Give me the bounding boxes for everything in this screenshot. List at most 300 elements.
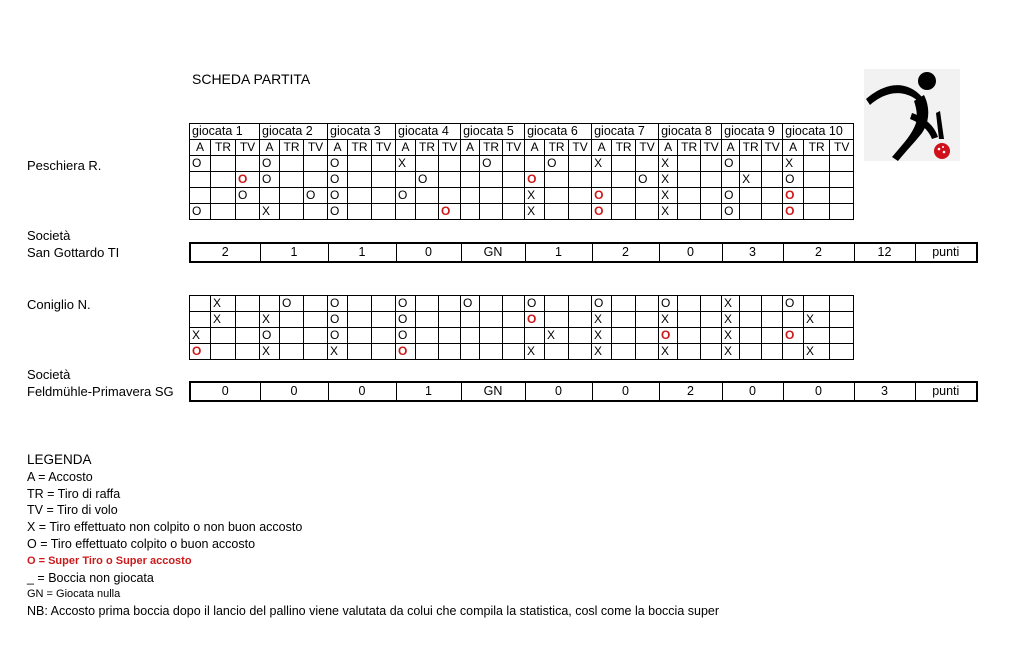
shot-cell: O bbox=[783, 296, 804, 312]
legend-title: LEGENDA bbox=[27, 452, 92, 467]
shot-cell: O bbox=[722, 204, 740, 220]
shot-cell: O bbox=[260, 156, 280, 172]
shot-cell bbox=[348, 188, 372, 204]
score-grid-team-2 bbox=[189, 295, 854, 360]
shot-cell bbox=[569, 312, 592, 328]
player-name-1: Peschiera R. bbox=[27, 158, 102, 173]
shot-cell bbox=[678, 296, 701, 312]
shot-cell: X bbox=[659, 188, 678, 204]
shot-cell bbox=[236, 312, 260, 328]
shot-cell bbox=[740, 328, 762, 344]
shot-cell bbox=[416, 188, 439, 204]
shot-type-header: TV bbox=[569, 140, 592, 156]
player-name-2: Coniglio N. bbox=[27, 297, 91, 312]
shot-cell: X bbox=[260, 204, 280, 220]
shot-type-header: TR bbox=[678, 140, 701, 156]
shot-cell bbox=[503, 188, 525, 204]
score-cell: 12 bbox=[854, 243, 915, 262]
shot-cell: O bbox=[480, 156, 503, 172]
bocce-player-logo bbox=[864, 69, 960, 161]
shot-cell: O bbox=[416, 172, 439, 188]
shot-cell: O bbox=[722, 156, 740, 172]
shot-cell bbox=[280, 172, 304, 188]
table-row bbox=[190, 312, 854, 328]
shot-cell bbox=[804, 156, 830, 172]
shot-cell bbox=[190, 188, 211, 204]
legend-boccia: _ = Boccia non giocata bbox=[27, 570, 154, 585]
shot-cell bbox=[480, 172, 503, 188]
shot-cell bbox=[372, 328, 396, 344]
shot-type-header: TV bbox=[636, 140, 659, 156]
shot-cell bbox=[830, 188, 854, 204]
shot-type-header: TV bbox=[236, 140, 260, 156]
shot-cell bbox=[503, 328, 525, 344]
table-row bbox=[190, 172, 854, 188]
shot-cell bbox=[236, 204, 260, 220]
shot-type-header: TV bbox=[304, 140, 328, 156]
giocata-header: giocata 10 bbox=[783, 124, 854, 140]
legend bbox=[27, 452, 719, 620]
shot-cell: X bbox=[722, 312, 740, 328]
shot-type-header: TR bbox=[612, 140, 636, 156]
shot-cell bbox=[783, 312, 804, 328]
shot-cell bbox=[740, 188, 762, 204]
shot-cell bbox=[416, 344, 439, 360]
shot-cell bbox=[612, 328, 636, 344]
shot-cell: O bbox=[328, 296, 348, 312]
giocata-header: giocata 5 bbox=[461, 124, 525, 140]
shot-cell bbox=[439, 312, 461, 328]
shot-cell bbox=[783, 344, 804, 360]
shot-cell bbox=[439, 328, 461, 344]
shot-cell bbox=[612, 312, 636, 328]
shot-cell bbox=[304, 312, 328, 328]
score-cell: 0 bbox=[260, 382, 328, 401]
shot-cell bbox=[636, 188, 659, 204]
shot-cell: X bbox=[260, 344, 280, 360]
shot-cell: O bbox=[260, 172, 280, 188]
shot-cell bbox=[236, 296, 260, 312]
shot-type-header: TV bbox=[830, 140, 854, 156]
shot-cell bbox=[211, 328, 236, 344]
shot-cell bbox=[503, 156, 525, 172]
shot-cell: O bbox=[659, 328, 678, 344]
shot-cell: O bbox=[525, 312, 545, 328]
score-cell: punti bbox=[915, 382, 977, 401]
shot-cell: O bbox=[328, 312, 348, 328]
shot-cell bbox=[372, 344, 396, 360]
shot-cell: O bbox=[525, 296, 545, 312]
shot-cell bbox=[678, 328, 701, 344]
shot-cell bbox=[545, 344, 569, 360]
shot-type-header: TV bbox=[372, 140, 396, 156]
shot-cell bbox=[480, 204, 503, 220]
shot-cell bbox=[830, 312, 854, 328]
giocata-header: giocata 2 bbox=[260, 124, 328, 140]
shot-type-header: TV bbox=[762, 140, 783, 156]
shot-cell: X bbox=[592, 312, 612, 328]
shot-type-header: TR bbox=[480, 140, 503, 156]
shot-cell bbox=[211, 156, 236, 172]
shot-cell bbox=[416, 156, 439, 172]
giocata-header: giocata 9 bbox=[722, 124, 783, 140]
shot-type-header: A bbox=[328, 140, 348, 156]
shot-cell bbox=[348, 204, 372, 220]
shot-cell bbox=[416, 312, 439, 328]
shot-cell bbox=[525, 156, 545, 172]
shot-cell bbox=[461, 344, 480, 360]
score-cell: 0 bbox=[659, 243, 722, 262]
score-cell: 2 bbox=[659, 382, 722, 401]
shot-cell: X bbox=[525, 344, 545, 360]
table-row bbox=[190, 204, 854, 220]
shot-cell bbox=[804, 204, 830, 220]
shot-cell bbox=[348, 328, 372, 344]
shot-cell bbox=[569, 172, 592, 188]
shot-cell bbox=[461, 156, 480, 172]
shot-cell bbox=[592, 172, 612, 188]
shot-cell: X bbox=[260, 312, 280, 328]
shot-cell: O bbox=[236, 188, 260, 204]
shot-cell: O bbox=[328, 328, 348, 344]
shot-cell bbox=[701, 312, 722, 328]
shot-cell bbox=[762, 312, 783, 328]
shot-cell: O bbox=[461, 296, 480, 312]
score-cell: 2 bbox=[592, 243, 659, 262]
shot-cell bbox=[569, 188, 592, 204]
shot-cell bbox=[211, 344, 236, 360]
shot-cell bbox=[569, 204, 592, 220]
table-row bbox=[190, 328, 854, 344]
shot-cell bbox=[762, 296, 783, 312]
score-cell: 0 bbox=[328, 382, 396, 401]
shot-cell bbox=[211, 172, 236, 188]
shot-cell: X bbox=[722, 296, 740, 312]
shot-type-header: A bbox=[783, 140, 804, 156]
shot-cell bbox=[416, 296, 439, 312]
giocata-header: giocata 4 bbox=[396, 124, 461, 140]
shot-cell bbox=[348, 296, 372, 312]
shot-cell bbox=[480, 344, 503, 360]
shot-cell bbox=[480, 312, 503, 328]
page-title: SCHEDA PARTITA bbox=[192, 71, 311, 87]
shot-cell bbox=[569, 156, 592, 172]
shot-cell: X bbox=[592, 328, 612, 344]
societa-label-2: Società bbox=[27, 367, 71, 382]
shot-cell bbox=[416, 328, 439, 344]
shot-cell bbox=[372, 312, 396, 328]
shot-cell: X bbox=[659, 172, 678, 188]
shot-cell bbox=[804, 296, 830, 312]
shot-cell bbox=[190, 172, 211, 188]
societa-label-1: Società bbox=[27, 228, 71, 243]
shot-cell: O bbox=[783, 188, 804, 204]
shot-type-header: TR bbox=[280, 140, 304, 156]
shot-cell bbox=[740, 296, 762, 312]
shot-cell bbox=[612, 188, 636, 204]
points-row-team-1 bbox=[189, 242, 978, 263]
shot-cell bbox=[503, 344, 525, 360]
shot-cell bbox=[236, 156, 260, 172]
shot-cell bbox=[636, 204, 659, 220]
shot-cell: O bbox=[545, 156, 569, 172]
shot-cell bbox=[372, 156, 396, 172]
shot-type-header: A bbox=[722, 140, 740, 156]
legend-super: O = Super Tiro o Super accosto bbox=[27, 554, 192, 567]
shot-cell bbox=[280, 156, 304, 172]
shot-cell bbox=[636, 312, 659, 328]
shot-cell: X bbox=[211, 296, 236, 312]
shot-cell bbox=[304, 328, 328, 344]
shot-cell bbox=[236, 328, 260, 344]
legend-line: X = Tiro effettuato non colpito o non buon accosto bbox=[27, 520, 303, 535]
points-row-team-2 bbox=[189, 381, 978, 402]
shot-cell bbox=[612, 296, 636, 312]
shot-cell bbox=[461, 172, 480, 188]
shot-cell bbox=[211, 204, 236, 220]
shot-type-header: A bbox=[260, 140, 280, 156]
shot-cell bbox=[569, 296, 592, 312]
shot-cell: X bbox=[328, 344, 348, 360]
shot-cell bbox=[372, 204, 396, 220]
shot-cell bbox=[636, 156, 659, 172]
legend-line: TR = Tiro di raffa bbox=[27, 486, 121, 501]
legend-nb: NB: Accosto prima boccia dopo il lancio del pallino viene valutata da colui che compila la statistica, cosl come la boccia super bbox=[27, 604, 720, 619]
shot-cell: O bbox=[659, 296, 678, 312]
shot-cell bbox=[830, 328, 854, 344]
shot-cell bbox=[740, 344, 762, 360]
shot-cell: O bbox=[636, 172, 659, 188]
shot-cell: X bbox=[545, 328, 569, 344]
shot-cell: X bbox=[525, 188, 545, 204]
score-cell: 0 bbox=[783, 382, 854, 401]
score-cell: GN bbox=[461, 382, 525, 401]
shot-cell bbox=[280, 204, 304, 220]
shot-cell: O bbox=[783, 328, 804, 344]
shot-type-header: TV bbox=[701, 140, 722, 156]
giocata-header: giocata 3 bbox=[328, 124, 396, 140]
shot-cell bbox=[439, 188, 461, 204]
shot-cell bbox=[612, 344, 636, 360]
shot-cell: O bbox=[260, 328, 280, 344]
shot-cell bbox=[280, 312, 304, 328]
shot-cell: O bbox=[783, 172, 804, 188]
shot-cell: X bbox=[190, 328, 211, 344]
score-cell: 1 bbox=[396, 382, 461, 401]
shot-cell bbox=[439, 344, 461, 360]
shot-cell: X bbox=[525, 204, 545, 220]
score-cell: 0 bbox=[525, 382, 592, 401]
shot-cell: O bbox=[328, 188, 348, 204]
shot-cell bbox=[678, 156, 701, 172]
shot-cell bbox=[804, 188, 830, 204]
shot-cell bbox=[503, 312, 525, 328]
shot-type-header: A bbox=[592, 140, 612, 156]
shot-cell bbox=[304, 156, 328, 172]
score-cell: 3 bbox=[722, 243, 783, 262]
score-cell: 0 bbox=[396, 243, 461, 262]
shot-cell bbox=[569, 344, 592, 360]
shot-cell bbox=[372, 188, 396, 204]
legend-line: A = Accosto bbox=[27, 469, 93, 484]
shot-cell: O bbox=[236, 172, 260, 188]
shot-cell bbox=[545, 172, 569, 188]
shot-cell bbox=[545, 296, 569, 312]
shot-cell bbox=[545, 312, 569, 328]
giocata-header: giocata 8 bbox=[659, 124, 722, 140]
shot-cell bbox=[461, 204, 480, 220]
shot-cell bbox=[740, 156, 762, 172]
score-cell: GN bbox=[461, 243, 525, 262]
shot-cell bbox=[525, 328, 545, 344]
shot-cell bbox=[416, 204, 439, 220]
shot-cell bbox=[701, 188, 722, 204]
shot-type-header: A bbox=[659, 140, 678, 156]
shot-cell: X bbox=[659, 204, 678, 220]
shot-cell bbox=[830, 172, 854, 188]
table-row bbox=[190, 188, 854, 204]
shot-cell bbox=[701, 344, 722, 360]
shot-cell: X bbox=[592, 344, 612, 360]
shot-cell bbox=[236, 344, 260, 360]
shot-cell: O bbox=[190, 156, 211, 172]
giocata-header: giocata 1 bbox=[190, 124, 260, 140]
shot-cell bbox=[480, 296, 503, 312]
score-cell: 2 bbox=[190, 243, 260, 262]
club-name-2: Feldmühle-Primavera SG bbox=[27, 384, 174, 399]
shot-cell bbox=[396, 204, 416, 220]
shot-cell: O bbox=[304, 188, 328, 204]
shot-cell bbox=[304, 344, 328, 360]
shot-cell bbox=[304, 296, 328, 312]
shot-cell bbox=[260, 188, 280, 204]
shot-cell bbox=[678, 188, 701, 204]
shot-cell bbox=[612, 172, 636, 188]
score-cell: 2 bbox=[783, 243, 854, 262]
score-cell: 1 bbox=[328, 243, 396, 262]
shot-cell: X bbox=[396, 156, 416, 172]
shot-cell: O bbox=[592, 204, 612, 220]
shot-cell bbox=[636, 344, 659, 360]
shot-cell bbox=[678, 204, 701, 220]
shot-cell bbox=[636, 296, 659, 312]
shot-cell: O bbox=[396, 312, 416, 328]
shot-cell bbox=[503, 296, 525, 312]
shot-cell bbox=[461, 188, 480, 204]
shot-cell bbox=[678, 312, 701, 328]
shot-cell bbox=[762, 344, 783, 360]
shot-cell: O bbox=[280, 296, 304, 312]
shot-cell bbox=[830, 156, 854, 172]
shot-cell bbox=[190, 312, 211, 328]
shot-cell bbox=[304, 172, 328, 188]
score-cell: 0 bbox=[592, 382, 659, 401]
shot-cell bbox=[503, 204, 525, 220]
shot-cell: X bbox=[659, 156, 678, 172]
shot-type-header: TR bbox=[211, 140, 236, 156]
shot-cell bbox=[211, 188, 236, 204]
shot-cell bbox=[762, 156, 783, 172]
score-cell: 3 bbox=[854, 382, 915, 401]
shot-cell bbox=[740, 312, 762, 328]
shot-cell bbox=[701, 296, 722, 312]
shot-cell bbox=[612, 156, 636, 172]
shot-type-header: A bbox=[525, 140, 545, 156]
shot-type-header: TV bbox=[439, 140, 461, 156]
shot-cell bbox=[569, 328, 592, 344]
shot-cell bbox=[830, 204, 854, 220]
score-cell: 1 bbox=[525, 243, 592, 262]
shot-cell bbox=[396, 172, 416, 188]
score-grid-team-1 bbox=[189, 123, 854, 220]
shot-cell bbox=[830, 344, 854, 360]
shot-cell: O bbox=[328, 204, 348, 220]
score-cell: 0 bbox=[722, 382, 783, 401]
shot-cell: X bbox=[211, 312, 236, 328]
shot-cell bbox=[701, 156, 722, 172]
shot-cell bbox=[348, 172, 372, 188]
shot-type-header: TR bbox=[545, 140, 569, 156]
shot-cell bbox=[439, 296, 461, 312]
giocata-header: giocata 7 bbox=[592, 124, 659, 140]
shot-type-header: TR bbox=[740, 140, 762, 156]
shot-cell bbox=[480, 188, 503, 204]
shot-cell bbox=[740, 204, 762, 220]
shot-cell bbox=[461, 328, 480, 344]
shot-cell: X bbox=[722, 344, 740, 360]
club-name-1: San Gottardo TI bbox=[27, 245, 120, 260]
shot-cell bbox=[678, 344, 701, 360]
table-row bbox=[190, 344, 854, 360]
shot-cell: O bbox=[396, 344, 416, 360]
shot-type-header: TR bbox=[348, 140, 372, 156]
shot-type-header: TR bbox=[804, 140, 830, 156]
shot-type-header: A bbox=[461, 140, 480, 156]
shot-cell bbox=[545, 188, 569, 204]
shot-cell: O bbox=[396, 296, 416, 312]
shot-cell bbox=[304, 204, 328, 220]
shot-cell: X bbox=[592, 156, 612, 172]
shot-cell bbox=[372, 172, 396, 188]
shot-cell: X bbox=[783, 156, 804, 172]
shot-cell bbox=[701, 204, 722, 220]
shot-type-header: A bbox=[396, 140, 416, 156]
shot-cell: O bbox=[525, 172, 545, 188]
shot-cell bbox=[701, 328, 722, 344]
shot-cell bbox=[762, 188, 783, 204]
shot-cell bbox=[762, 172, 783, 188]
shot-cell bbox=[348, 312, 372, 328]
shot-cell bbox=[545, 204, 569, 220]
shot-cell: O bbox=[592, 296, 612, 312]
legend-line: O = Tiro effettuato colpito o buon accosto bbox=[27, 536, 256, 551]
score-cell: 0 bbox=[190, 382, 260, 401]
shot-cell bbox=[804, 328, 830, 344]
shot-cell bbox=[636, 328, 659, 344]
shot-cell bbox=[701, 172, 722, 188]
table-row bbox=[190, 296, 854, 312]
shot-cell bbox=[830, 296, 854, 312]
shot-cell bbox=[762, 204, 783, 220]
shot-cell bbox=[503, 172, 525, 188]
shot-cell bbox=[678, 172, 701, 188]
shot-cell: O bbox=[396, 188, 416, 204]
shot-cell bbox=[348, 156, 372, 172]
score-cell: punti bbox=[915, 243, 977, 262]
shot-cell bbox=[348, 344, 372, 360]
bocce-player-icon bbox=[864, 69, 960, 161]
shot-cell bbox=[280, 344, 304, 360]
